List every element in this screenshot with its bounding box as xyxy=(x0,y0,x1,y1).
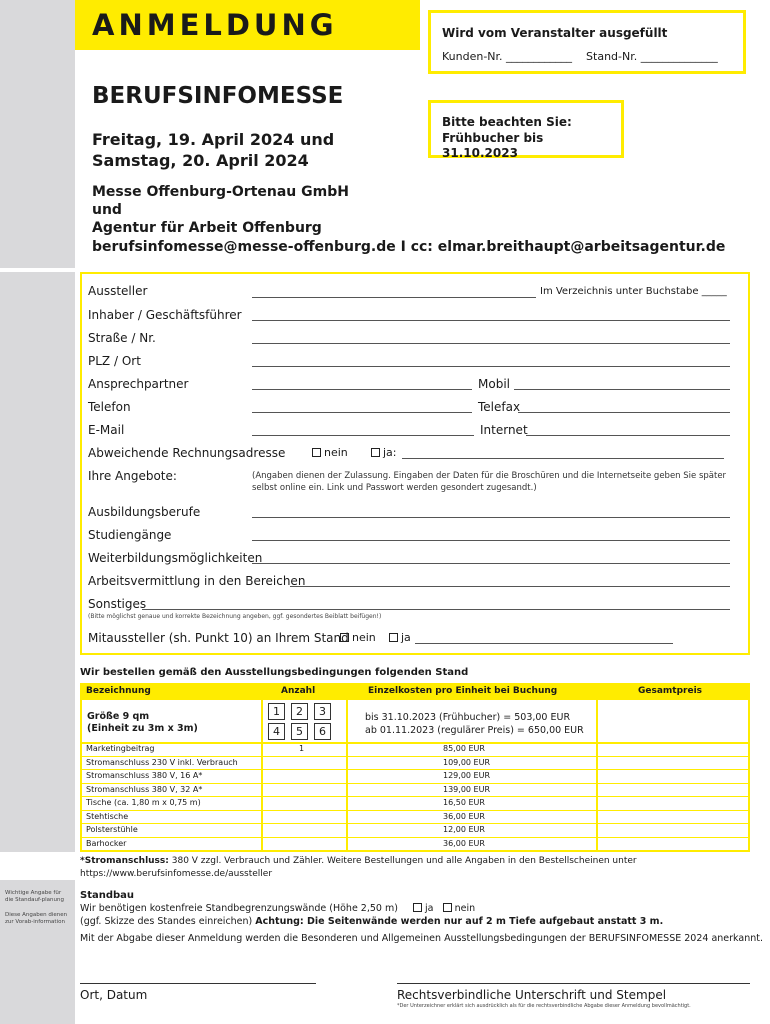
early-booking-notice xyxy=(428,100,624,161)
item-name: Stehtische xyxy=(86,811,129,821)
order-heading: Wir bestellen gemäß den Ausstellungsbedingungen folgenden Stand xyxy=(80,667,469,678)
event-name: BERUFSINFOMESSE xyxy=(92,83,344,109)
inhaber-input[interactable] xyxy=(252,320,730,321)
mitaussteller-input[interactable] xyxy=(415,643,673,644)
price-early: bis 31.10.2023 (Frühbucher) = 503,00 EUR xyxy=(365,712,571,723)
mitaussteller-ja-checkbox[interactable] xyxy=(389,633,398,642)
item-price: 109,00 EUR xyxy=(443,757,491,767)
mitaussteller-label: Mitaussteller (sh. Punkt 10) an Ihrem Stand xyxy=(88,631,349,645)
col-einzelkosten: Einzelkosten pro Einheit bei Buchung xyxy=(368,686,558,696)
place-date-label: Ort, Datum xyxy=(80,988,148,1002)
item-name: Stromanschluss 230 V inkl. Verbrauch xyxy=(86,757,238,767)
mitaussteller-ja-text: ja xyxy=(401,631,411,644)
organizer-box-title: Wird vom Veranstalter ausgefüllt xyxy=(442,26,668,40)
customer-no-field[interactable]: Kunden-Nr. ____________ xyxy=(442,50,573,63)
event-date-line2: Samstag, 20. April 2024 xyxy=(92,150,309,170)
unit-option-1[interactable]: 1 xyxy=(268,703,285,720)
verzeichnis-label[interactable]: Im Verzeichnis unter Buchstabe _____ xyxy=(540,286,727,297)
angebote-hint: (Angaben dienen der Zulassung. Eingaben der Daten für die Broschüren und die Internetseite geben Sie später selbst online ein. Link und Passwort werden gesondert zugesandt.) xyxy=(252,471,727,493)
item-name: Stromanschluss 380 V, 32 A* xyxy=(86,784,203,794)
item-price: 36,00 EUR xyxy=(443,838,485,848)
mobil-input[interactable] xyxy=(514,389,730,390)
stand-unit-selector xyxy=(268,703,331,740)
email-input[interactable] xyxy=(252,435,474,436)
title-band xyxy=(75,0,420,50)
organizer-contact-emails: berufsinfomesse@messe-offenburg.de I cc: elmar.breithaupt@arbeitsagentur.de xyxy=(92,238,726,255)
item-name: Polsterstühle xyxy=(86,825,138,834)
organizer-line2: und xyxy=(92,202,122,219)
sonstiges-input[interactable] xyxy=(142,609,730,610)
table-row xyxy=(80,743,750,757)
aussteller-input[interactable] xyxy=(252,297,536,298)
organizer-use-box xyxy=(428,10,746,74)
rechnungsadresse-ja-option[interactable] xyxy=(371,446,397,459)
item-qty[interactable]: 1 xyxy=(299,744,305,753)
table-row xyxy=(80,770,750,784)
rechnungsadresse-input[interactable] xyxy=(402,458,724,459)
table-row xyxy=(80,811,750,825)
ansprechpartner-label: Ansprechpartner xyxy=(88,377,189,391)
inhaber-label: Inhaber / Geschäftsführer xyxy=(88,308,242,322)
internet-label: Internet xyxy=(480,423,528,437)
notice-line2: Frühbucher bis 31.10.2023 xyxy=(442,130,544,161)
side-note-1: Wichtige Angabe für die Standauf-planung xyxy=(5,890,64,903)
standbau-heading: Standbau xyxy=(80,890,135,901)
unit-option-3[interactable]: 3 xyxy=(314,703,331,720)
item-name: Stromanschluss 380 V, 16 A* xyxy=(86,771,203,780)
telefax-label: Telefax xyxy=(478,400,521,414)
event-date-line1: Freitag, 19. April 2024 und xyxy=(92,130,335,149)
table-row xyxy=(80,784,750,798)
weiterbildung-label: Weiterbildungsmöglichkeiten xyxy=(88,551,263,565)
stand-size-line1: Größe 9 qm xyxy=(87,711,150,722)
table-row xyxy=(80,757,750,771)
sidebar-panel-top xyxy=(0,0,75,268)
studiengaenge-label: Studiengänge xyxy=(88,528,172,542)
organizer-line3: Agentur für Arbeit Offenburg xyxy=(92,220,322,237)
table-row xyxy=(80,838,750,852)
rechnungsadresse-nein-text: nein xyxy=(324,446,348,459)
item-name: Tische (ca. 1,80 m x 0,75 m) xyxy=(86,798,201,807)
telefon-input[interactable] xyxy=(252,412,472,413)
notice-line1: Bitte beachten Sie: xyxy=(442,115,572,129)
studiengaenge-input[interactable] xyxy=(252,540,730,541)
item-price: 36,00 EUR xyxy=(443,811,485,821)
rechnungsadresse-ja-text: ja: xyxy=(383,446,397,459)
standbau-ja-checkbox[interactable] xyxy=(413,903,422,912)
plz-input[interactable] xyxy=(252,366,730,367)
stand-size-line2: (Einheit zu 3m x 3m) xyxy=(87,723,198,735)
arbeitsvermittlung-label: Arbeitsvermittlung in den Bereichen xyxy=(88,574,306,588)
rechnungsadresse-nein-option[interactable] xyxy=(312,446,348,459)
plz-label: PLZ / Ort xyxy=(88,354,141,368)
ansprechpartner-input[interactable] xyxy=(252,389,472,390)
angebote-label: Ihre Angebote: xyxy=(88,469,177,483)
unit-option-4[interactable]: 4 xyxy=(268,723,285,740)
standbau-walls-line xyxy=(80,903,475,914)
item-price: 16,50 EUR xyxy=(443,798,485,807)
mitaussteller-nein-option[interactable] xyxy=(340,631,376,644)
mobil-label: Mobil xyxy=(478,377,510,391)
rechnungsadresse-label: Abweichende Rechnungsadresse xyxy=(88,446,286,460)
standbau-sketch-text: (ggf. Skizze des Standes einreichen) xyxy=(80,916,256,927)
standbau-ja-text: ja xyxy=(425,903,434,914)
standbau-warning: Achtung: Die Seitenwände werden nur auf 2 m Tiefe aufgebaut anstatt 3 m. xyxy=(255,916,664,927)
item-price: 129,00 EUR xyxy=(443,771,491,780)
rechnungsadresse-ja-checkbox[interactable] xyxy=(371,448,380,457)
organizer-box-fields xyxy=(442,50,732,63)
standbau-note-line xyxy=(80,916,663,927)
page-title: ANMELDUNG xyxy=(92,8,338,42)
mitaussteller-nein-checkbox[interactable] xyxy=(340,633,349,642)
stand-size xyxy=(87,711,198,736)
arbeitsvermittlung-input[interactable] xyxy=(290,586,730,587)
stand-price-info xyxy=(365,712,584,738)
telefon-label: Telefon xyxy=(88,400,131,414)
stand-no-field[interactable]: Stand-Nr. ______________ xyxy=(586,50,718,63)
order-table-header xyxy=(80,683,750,700)
rechnungsadresse-nein-checkbox[interactable] xyxy=(312,448,321,457)
organizer-line1: Messe Offenburg-Ortenau GmbH xyxy=(92,184,349,200)
footnote-text: 380 V zzgl. Verbrauch und Zähler. Weitere Bestellungen und alle Angaben in den Bestellscheinen unter https://www.berufsinfomesse.de/aussteller xyxy=(80,856,637,879)
email-label: E-Mail xyxy=(88,423,125,437)
table-row xyxy=(80,824,750,838)
organizer-info xyxy=(92,183,725,256)
standbau-walls-text: Wir benötigen kostenfreie Standbegrenzungswände (Höhe 2,50 m) xyxy=(80,903,398,914)
side-notes xyxy=(5,890,71,934)
item-price: 85,00 EUR xyxy=(443,744,485,753)
unit-option-6[interactable]: 6 xyxy=(314,723,331,740)
internet-input[interactable] xyxy=(526,435,730,436)
place-date-input[interactable] xyxy=(80,983,316,984)
telefax-input[interactable] xyxy=(518,412,730,413)
weiterbildung-input[interactable] xyxy=(252,563,730,564)
aussteller-label: Aussteller xyxy=(88,284,148,298)
col-bezeichnung: Bezeichnung xyxy=(86,686,151,696)
standbau-nein-checkbox[interactable] xyxy=(443,903,452,912)
ausbildungsberufe-label: Ausbildungsberufe xyxy=(88,505,201,519)
col-anzahl: Anzahl xyxy=(281,686,316,696)
unit-option-2[interactable]: 2 xyxy=(291,703,308,720)
item-name: Marketingbeitrag xyxy=(86,744,155,753)
footnote-bold: *Stromanschluss: xyxy=(80,856,169,866)
table-row xyxy=(80,797,750,811)
signature-input[interactable] xyxy=(397,983,750,984)
conditions-acceptance: Mit der Abgabe dieser Anmeldung werden die Besonderen und Allgemeinen Ausstellungsbedingungen der BERUFSINFOMESSE 2024 anerkannt. xyxy=(80,933,763,944)
exhibitor-form xyxy=(80,272,750,655)
strasse-input[interactable] xyxy=(252,343,730,344)
standbau-nein-text: nein xyxy=(454,903,476,914)
mitaussteller-ja-option[interactable] xyxy=(389,631,411,644)
side-note-2: Diese Angaben dienen zur Vorab-information xyxy=(5,911,68,925)
sonstiges-label: Sonstiges xyxy=(88,597,147,611)
item-price: 12,00 EUR xyxy=(443,825,485,834)
item-price: 139,00 EUR xyxy=(443,784,491,794)
ausbildungsberufe-input[interactable] xyxy=(252,517,730,518)
event-dates xyxy=(92,130,334,172)
unit-option-5[interactable]: 5 xyxy=(291,723,308,740)
signature-label: Rechtsverbindliche Unterschrift und Stempel xyxy=(397,988,667,1002)
col-gesamtpreis: Gesamtpreis xyxy=(638,686,703,696)
sidebar-panel-middle xyxy=(0,272,75,852)
strasse-label: Straße / Nr. xyxy=(88,331,156,345)
price-regular: ab 01.11.2023 (regulärer Preis) = 650,00 EUR xyxy=(365,724,584,736)
signature-note: *Der Unterzeichner erklärt sich ausdrücklich als für die rechtsverbindliche Abgabe dieser Anmeldung bevollmächtigt. xyxy=(397,1003,691,1009)
mitaussteller-nein-text: nein xyxy=(352,631,376,644)
item-name: Barhocker xyxy=(86,838,127,848)
sonstiges-hint: (Bitte möglichst genaue und korrekte Bezeichnung angeben, ggf. gesondertes Beiblatt beifügen!) xyxy=(88,613,382,620)
power-footnote xyxy=(80,855,740,880)
